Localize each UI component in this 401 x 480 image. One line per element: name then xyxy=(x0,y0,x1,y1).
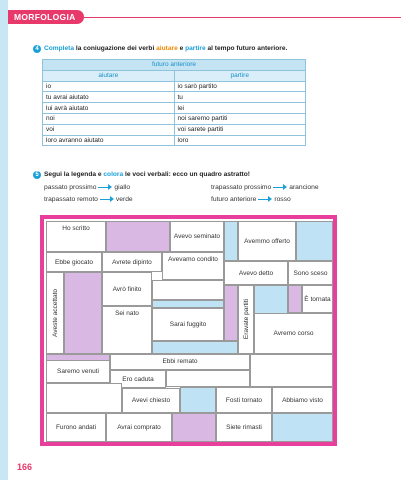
exercise-5-number: 5 xyxy=(33,171,41,179)
table-cell[interactable]: noi saremo partiti xyxy=(174,113,306,124)
mosaic-cell[interactable]: Avremo corso xyxy=(254,313,333,354)
legend-item: trapassato prossimo arancione xyxy=(211,184,319,191)
mosaic-cell-blank[interactable] xyxy=(224,221,238,261)
legend-item: futuro anteriore rosso xyxy=(211,196,291,203)
exercise-4-number: 4 xyxy=(33,45,41,53)
mosaic-cell[interactable]: Avevamo condito xyxy=(162,252,224,280)
mosaic-cell[interactable]: Ebbi remato xyxy=(110,354,250,370)
header-rule xyxy=(84,17,401,18)
table-cell[interactable]: loro xyxy=(174,135,306,146)
column-header-partire: partire xyxy=(174,70,306,81)
mosaic-cell[interactable]: Avrete dipinto xyxy=(102,252,162,272)
mosaic-cell[interactable]: Furono andati xyxy=(46,413,106,442)
instruction-verb: Completa xyxy=(44,45,75,52)
mosaic-cell[interactable]: Avevo seminato xyxy=(170,221,224,252)
mosaic-cell[interactable]: È tornata xyxy=(302,285,333,313)
table-cell[interactable]: loro avranno aiutato xyxy=(43,135,175,146)
mosaic-cell[interactable]: Ho scritto xyxy=(46,221,106,252)
table-cell[interactable]: tu xyxy=(174,92,306,103)
table-cell[interactable]: voi sarete partiti xyxy=(174,124,306,135)
table-cell[interactable]: tu avrai aiutato xyxy=(43,92,175,103)
mosaic-cell[interactable]: Avrò finito xyxy=(102,272,152,306)
mosaic-cell-blank[interactable] xyxy=(224,285,238,341)
table-cell[interactable]: lei xyxy=(174,103,306,114)
exercise-5-instruction: Segui la legenda e colora le voci verbali: ecco un quadro astratto! xyxy=(44,171,250,178)
mosaic-cell-blank[interactable] xyxy=(46,383,122,413)
table-cell[interactable]: io sarò partito xyxy=(174,81,306,92)
mosaic-cell-blank[interactable] xyxy=(152,341,238,354)
table-row xyxy=(43,103,306,114)
table-super-header: futuro anteriore xyxy=(43,60,306,71)
mosaic-cell[interactable]: Sarai fuggito xyxy=(152,308,224,341)
mosaic-cell-blank[interactable] xyxy=(166,370,250,387)
arrow-right-icon xyxy=(98,184,112,190)
table-cell[interactable]: io xyxy=(43,81,175,92)
mosaic-cell[interactable]: Avrai comprato xyxy=(106,413,172,442)
table-cell[interactable]: voi xyxy=(43,124,175,135)
page-number: 166 xyxy=(17,462,33,472)
mosaic-cell-blank[interactable] xyxy=(152,280,224,300)
table-row xyxy=(43,81,306,92)
table-row xyxy=(43,92,306,103)
arrow-right-icon xyxy=(273,184,287,190)
mosaic-cell[interactable]: Avemmo offerto xyxy=(238,221,296,261)
section-tab: MORFOLOGIA xyxy=(8,10,84,24)
mosaic-cell[interactable]: Avevo detto xyxy=(224,261,288,285)
mosaic-cell[interactable]: Fosti tornato xyxy=(216,387,272,413)
mosaic-cell-blank[interactable] xyxy=(106,221,170,252)
mosaic-cell[interactable]: Ero caduta xyxy=(110,370,166,388)
mosaic-cell-blank[interactable] xyxy=(152,300,224,308)
mosaic-cell[interactable]: Aveste accettato xyxy=(46,272,64,354)
mosaic-cell[interactable]: Ebbe giocato xyxy=(46,252,102,272)
table-row xyxy=(43,135,306,146)
mosaic-cell[interactable]: Avevi chiesto xyxy=(122,388,180,413)
mosaic-cell-blank[interactable] xyxy=(64,272,102,354)
mosaic-cell[interactable]: Sei nato xyxy=(102,306,152,354)
conjugation-table xyxy=(42,59,306,146)
mosaic-cell-blank[interactable] xyxy=(288,285,302,313)
mosaic-cell-blank[interactable] xyxy=(172,413,216,442)
table-row xyxy=(43,124,306,135)
legend-item: passato prossimo giallo xyxy=(44,184,131,191)
mosaic-cell[interactable]: Abbiamo visto xyxy=(272,387,333,413)
arrow-right-icon xyxy=(100,196,114,202)
mosaic-cell[interactable]: Eravate partiti xyxy=(238,285,254,354)
page-side-band xyxy=(0,0,8,480)
table-row xyxy=(43,113,306,124)
mosaic-cell[interactable]: Saremo venuti xyxy=(46,360,110,383)
mosaic-cell-blank[interactable] xyxy=(272,413,333,442)
mosaic-cell-blank[interactable] xyxy=(250,354,333,387)
table-cell[interactable]: lui avrà aiutato xyxy=(43,103,175,114)
abstract-painting-frame xyxy=(40,215,337,446)
table-cell[interactable]: noi xyxy=(43,113,175,124)
mosaic-cell[interactable]: Sono sceso xyxy=(288,261,333,285)
exercise-4-instruction: Completa la coniugazione dei verbi aiutare e partire al tempo futuro anteriore. xyxy=(44,45,288,52)
mosaic-cell-blank[interactable] xyxy=(296,221,333,261)
column-header-aiutare: aiutare xyxy=(43,70,175,81)
mosaic-cell[interactable]: Siete rimasti xyxy=(216,413,272,442)
mosaic-cell-blank[interactable] xyxy=(180,387,216,413)
arrow-right-icon xyxy=(258,196,272,202)
legend-item: trapassato remoto verde xyxy=(44,196,133,203)
